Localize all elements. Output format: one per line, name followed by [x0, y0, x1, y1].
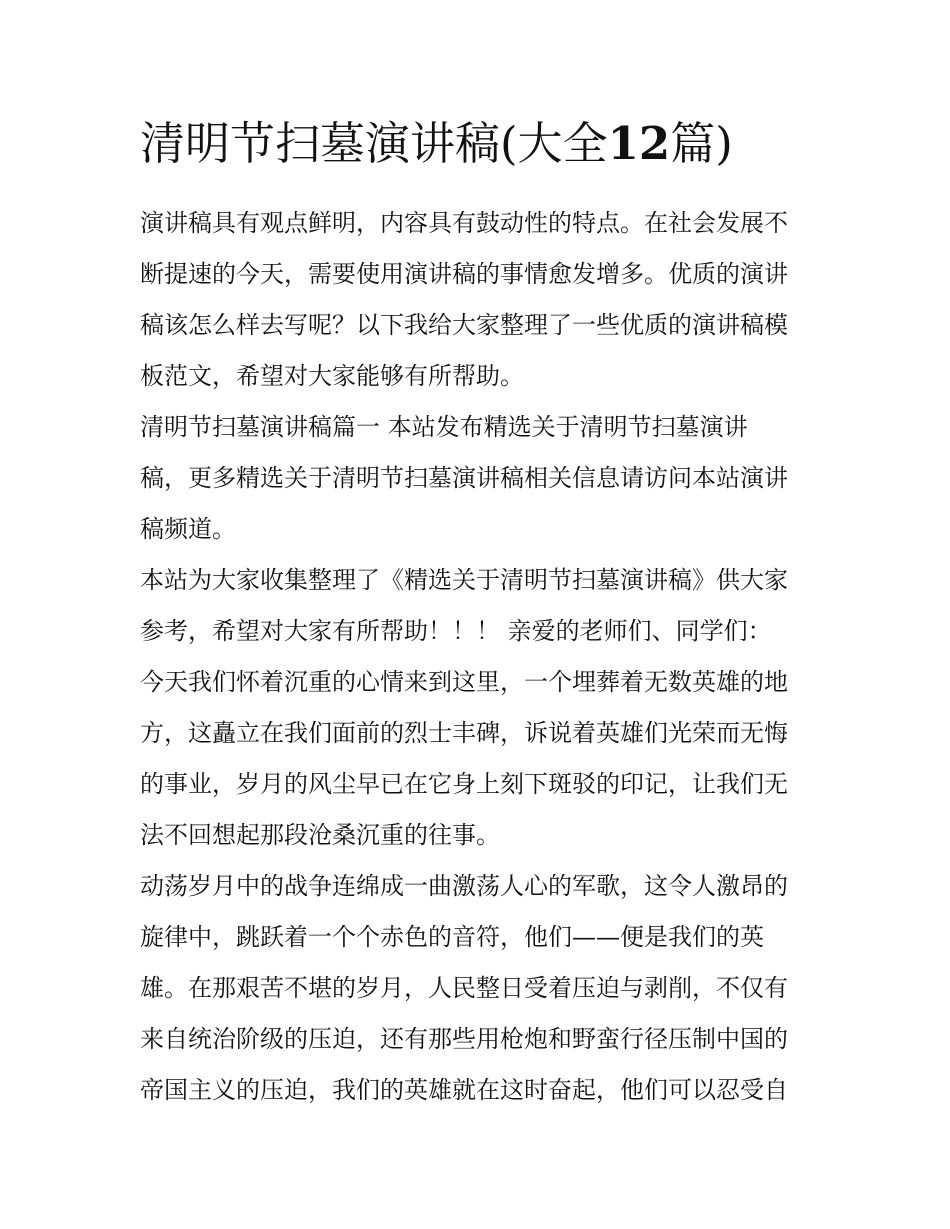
text-line: 参考，希望对大家有所帮助！！！ 亲爱的老师们、同学们： — [140, 617, 772, 645]
text-line: 帝国主义的压迫，我们的英雄就在这时奋起，他们可以忍受自 — [140, 1076, 788, 1104]
title-prefix: 清明节扫墓演讲稿(大全 — [140, 117, 608, 170]
text-line: 稿，更多精选关于清明节扫墓演讲稿相关信息请访问本站演讲 — [140, 464, 788, 492]
title-suffix: 篇) — [670, 117, 733, 170]
text-line: 方，这矗立在我们面前的烈士丰碑，诉说着英雄们光荣而无悔 — [140, 719, 788, 747]
text-line: 稿该怎么样去写呢？以下我给大家整理了一些优质的演讲稿模 — [140, 311, 788, 339]
document-body — [140, 198, 812, 1116]
text-line: 雄。在那艰苦不堪的岁月，人民整日受着压迫与剥削，不仅有 — [140, 974, 788, 1002]
text-line: 稿频道。 — [140, 515, 236, 543]
text-line: 动荡岁月中的战争连绵成一曲激荡人心的军歌，这令人激昂的 — [140, 872, 788, 900]
text-line: 板范文，希望对大家能够有所帮助。 — [140, 362, 524, 390]
page-title — [140, 112, 830, 176]
text-line: 来自统治阶级的压迫，还有那些用枪炮和野蛮行径压制中国的 — [140, 1025, 788, 1053]
text-line: 的事业，岁月的风尘早已在它身上刻下斑驳的印记，让我们无 — [140, 770, 788, 798]
text-line: 法不回想起那段沧桑沉重的往事。 — [140, 821, 500, 849]
text-line: 断提速的今天，需要使用演讲稿的事情愈发增多。优质的演讲 — [140, 260, 788, 288]
text-line: 本站为大家收集整理了《精选关于清明节扫墓演讲稿》供大家 — [140, 566, 788, 594]
text-line: 旋律中，跳跃着一个个赤色的音符，他们——便是我们的英 — [140, 923, 764, 951]
text-line: 今天我们怀着沉重的心情来到这里，一个埋葬着无数英雄的地 — [140, 668, 788, 696]
title-number: 12 — [607, 117, 671, 170]
text-line: 演讲稿具有观点鲜明，内容具有鼓动性的特点。在社会发展不 — [140, 209, 788, 237]
text-line: 清明节扫墓演讲稿篇一 本站发布精选关于清明节扫墓演讲 — [140, 413, 748, 441]
